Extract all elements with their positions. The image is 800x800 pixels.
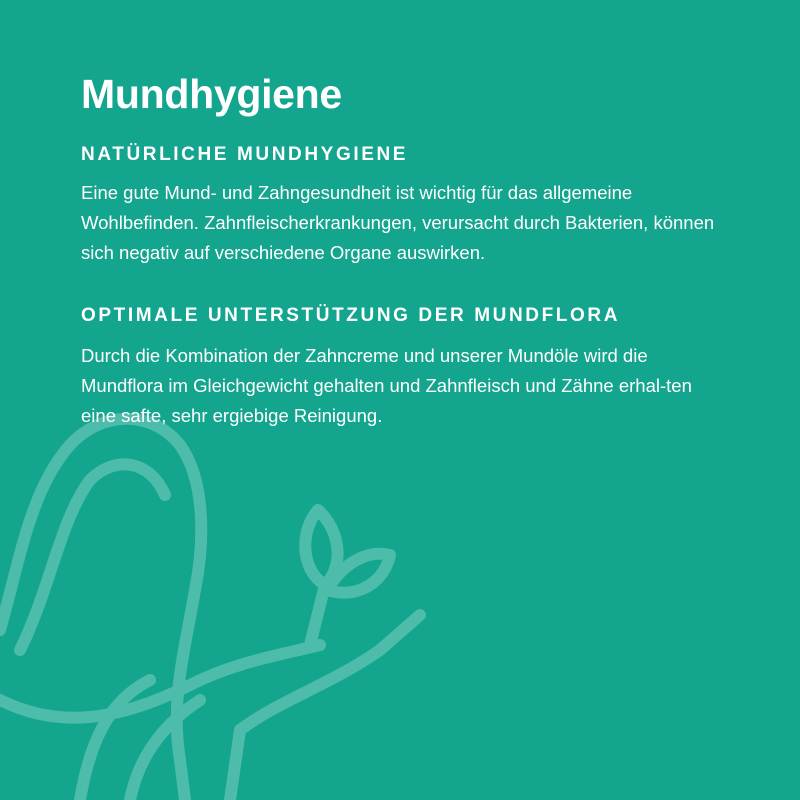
content-area <box>81 70 721 431</box>
section-body-oral-flora-support: Durch die Kombination der Zahncreme und unserer Mundöle wird die Mundflora im Gleichgewicht gehalten und Zahnfleisch und Zähne erhal-ten eine safte, sehr ergiebige Reinigung. <box>81 344 692 426</box>
section-body-natural-oral-hygiene: Eine gute Mund- und Zahngesundheit ist wichtig für das allgemeine Wohlbefinden. Zahnfleischerkrankungen, verursacht durch Bakterien, können sich negativ auf verschiedene Organe auswirken. <box>81 181 715 263</box>
section-heading-oral-flora-support: OPTIMALE UNTERSTÜTZUNG DER MUNDFLORA <box>81 304 621 326</box>
section-heading-natural-oral-hygiene: NATÜRLICHE MUNDHYGIENE <box>81 144 409 166</box>
woman-with-plant-icon <box>0 400 440 800</box>
page-title: Mundhygiene <box>81 71 342 117</box>
